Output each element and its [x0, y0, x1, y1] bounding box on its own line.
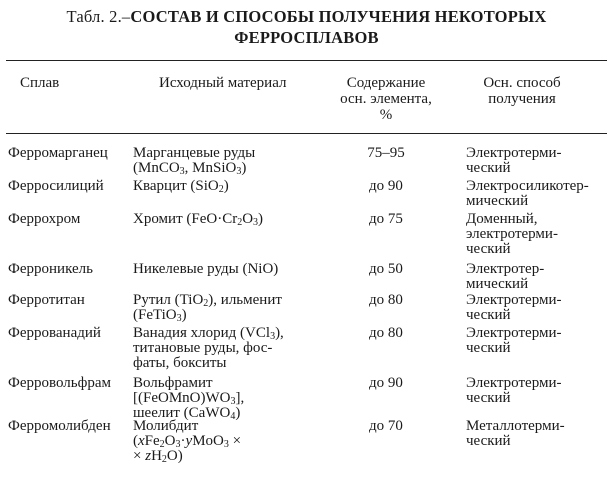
method-cell-line: Электротерми- — [466, 325, 562, 341]
material-cell-line: Хромит $(FeO\cdot Cr_2O_3)$ — [133, 211, 264, 228]
content-cell: до 70 — [369, 418, 403, 434]
material-cell-line: Марганцевые руды — [133, 145, 256, 161]
material-cell-line: Молибдит — [133, 418, 199, 434]
method-cell-line: ческий — [466, 241, 511, 257]
material-cell-line: (MnCO$_3$, MnSiO$_3$) — [133, 160, 247, 177]
alloy-cell: Ферровольфрам — [8, 375, 111, 391]
content-cell: до 90 — [369, 178, 403, 194]
alloy-cell: Ферротитан — [8, 292, 85, 308]
method-cell-line: Электросиликотер- — [466, 178, 589, 194]
header-method — [463, 75, 581, 107]
material-cell-line: Ванадия хлорид (VCl$_3$), — [133, 325, 284, 342]
material-cell-line: шеелит (CaWO$_4$) — [133, 405, 241, 422]
header-rule — [6, 133, 607, 134]
alloy-cell: Ферросилиций — [8, 178, 104, 194]
alloy-cell: Ферромарганец — [8, 145, 108, 161]
method-cell-line: мический — [466, 276, 529, 292]
caption-prefix: Табл. 2.– — [66, 7, 131, 26]
material-cell-line: Рутил (TiO$_2$), ильменит — [133, 292, 282, 309]
method-cell-line: ческий — [466, 160, 511, 176]
alloy-cell: Ферроникель — [8, 261, 93, 277]
caption-title-2: ФЕРРОСПЛАВОВ — [234, 28, 379, 47]
header-material: Исходный материал — [159, 75, 287, 91]
table-caption — [0, 6, 613, 48]
content-cell: до 80 — [369, 292, 403, 308]
method-cell-line: Электротерми- — [466, 375, 562, 391]
header-content-line-3: % — [379, 107, 393, 123]
content-cell: до 90 — [369, 375, 403, 391]
header-alloy: Сплав — [20, 75, 60, 91]
alloy-cell: Феррованадий — [8, 325, 101, 341]
header-method-line-1: Осн. способ — [483, 75, 561, 91]
method-cell-line: Металлотерми- — [466, 418, 565, 434]
material-cell-line: (FeTiO$_3$) — [133, 307, 187, 324]
alloy-cell: Феррохром — [8, 211, 81, 227]
method-cell-line: ческий — [466, 433, 511, 449]
content-cell: 75–95 — [367, 145, 405, 161]
method-cell-line: электротерми- — [466, 226, 558, 242]
method-cell-line: мический — [466, 193, 529, 209]
alloy-cell: Ферромолибден — [8, 418, 111, 434]
method-cell-line: ческий — [466, 390, 511, 406]
header-content — [334, 75, 438, 123]
method-cell-line: Электротерми- — [466, 145, 562, 161]
material-cell-line: Кварцит (SiO$_2$) — [133, 178, 229, 195]
material-cell-line: титановые руды, фос- — [133, 340, 273, 356]
material-cell-line: фаты, бокситы — [133, 355, 227, 371]
header-method-line-2: получения — [488, 91, 556, 107]
header-content-line-2: осн. элемента, — [340, 91, 432, 107]
material-cell-line: Никелевые руды (NiO) — [133, 261, 279, 277]
method-cell-line: Электротер- — [466, 261, 545, 277]
material-cell-line: Вольфрамит — [133, 375, 213, 391]
content-cell: до 80 — [369, 325, 403, 341]
content-cell: до 50 — [369, 261, 403, 277]
material-cell-line: ($xFe_2O_3\cdot yMoO_3$ × — [133, 433, 242, 450]
method-cell-line: Электротерми- — [466, 292, 562, 308]
header-content-line-1: Содержание — [346, 75, 426, 91]
method-cell-line: Доменный, — [466, 211, 538, 227]
top-rule — [6, 60, 607, 61]
material-cell-line: × $zH_2O$) — [133, 448, 183, 465]
method-cell-line: ческий — [466, 340, 511, 356]
caption-line-1 — [0, 6, 613, 27]
content-cell: до 75 — [369, 211, 403, 227]
method-cell-line: ческий — [466, 307, 511, 323]
material-cell-line: $[(FeOMnO)WO_3]$, — [133, 390, 245, 407]
caption-title-1: СОСТАВ И СПОСОБЫ ПОЛУЧЕНИЯ НЕКОТОРЫХ — [130, 7, 547, 26]
